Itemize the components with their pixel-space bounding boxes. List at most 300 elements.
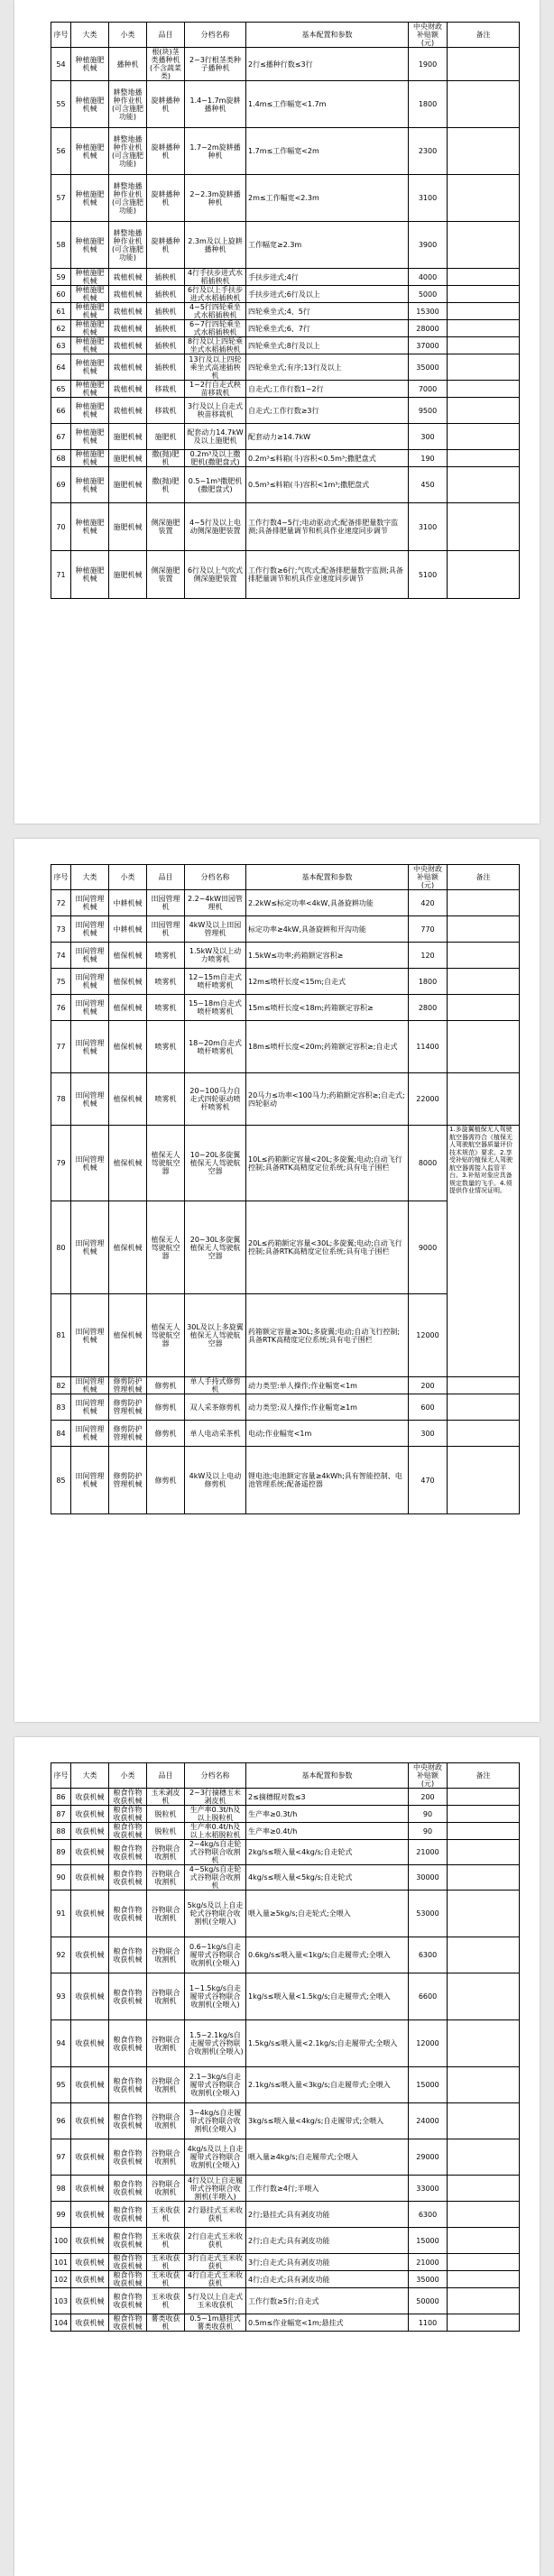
table-cell: 60 [51,286,71,303]
table-row [51,916,520,943]
table-cell: 收获机械 [71,2103,109,2139]
table-cell: 1.5kg/s≤喂入量<2.1kg/s;自走履带式;全喂入 [246,2020,409,2067]
table-cell: 0.6~1kg/s自走履带式谷物联合收割机(全喂入) [185,1937,246,1973]
table-cell: 喷雾机 [147,943,185,969]
table-cell: 喂入量≥4kg/s;自走履带式;全喂入 [246,2139,409,2176]
table-cell: 栽植机械 [109,398,147,424]
table-cell: 74 [51,943,71,969]
remark-cell [448,2288,520,2314]
table-cell: 21000 [409,2254,448,2271]
table-cell: 33000 [409,2176,448,2202]
table-cell: 栽植机械 [109,337,147,354]
table-cell: 420 [409,890,448,916]
table-cell: 28000 [409,320,448,337]
table-cell: 20~100马力自走式四轮驱动喷杆喷雾机 [185,1073,246,1126]
remark-cell [448,1421,520,1447]
table-cell: 300 [409,424,448,450]
table-cell: 工作幅宽≥2.3m [246,222,409,269]
column-header: 基本配置和参数 [246,23,409,48]
remark-cell [448,1973,520,2020]
table-cell: 470 [409,1447,448,1514]
table-cell: 自走式;工作行数1~2行 [246,381,409,398]
table-cell: 190 [409,450,448,467]
table-cell: 1~2行自走式秧苗移栽机 [185,381,246,398]
table-cell: 种植施肥机械 [71,320,109,337]
table-cell: 侧深施肥装置 [147,503,185,551]
table-cell: 栽植机械 [109,303,147,320]
table-cell: 田间管理机械 [71,1073,109,1126]
subsidy-table-2 [51,864,520,1514]
table-cell: 5000 [409,286,448,303]
table-cell: 修剪机 [147,1447,185,1514]
table-cell: 71 [51,551,71,599]
table-cell: 8行及以上四轮乘坐式水稻插秧机 [185,337,246,354]
table-cell: 1.7~2m旋耕播种机 [185,128,246,175]
remark-cell [448,2228,520,2254]
column-header: 中央财政补贴额(元) [409,865,448,890]
column-header: 品目 [147,1763,185,1789]
table-cell: 102 [51,2271,71,2288]
table-row [51,450,520,467]
table-cell: 2300 [409,128,448,175]
column-header: 分档名称 [185,865,246,890]
table-cell: 12000 [409,2020,448,2067]
remark-cell [448,1823,520,1840]
table-cell: 脱粒机 [147,1806,185,1823]
table-cell: 2~2.3m旋耕播种机 [185,175,246,222]
table-cell: 4~5行及以上电动侧深施肥装置 [185,503,246,551]
table-cell: 工作行数≥4行;半喂入 [246,2176,409,2202]
table-cell: 91 [51,1891,71,1937]
table-cell: 15000 [409,2067,448,2103]
table-cell: 修剪机 [147,1377,185,1394]
table-row [51,1823,520,1840]
table-cell: 5kg/s及以上自走轮式谷物联合收割机(全喂入) [185,1891,246,1937]
table-cell: 收获机械 [71,2176,109,2202]
table-row [51,2103,520,2139]
table-cell: 1.5kW≤功率;药箱额定容积≥ [246,943,409,969]
table-row [51,2288,520,2314]
table-cell: 12~15m自走式喷杆喷雾机 [185,969,246,995]
table-row [51,2139,520,2176]
table-cell: 35000 [409,2271,448,2288]
table-cell: 单人手持式修剪机 [185,1377,246,1394]
table-row [51,1973,520,2020]
table-cell: 4kg/s及以上自走履带式谷物联合收割机(全喂入) [185,2139,246,2176]
table-cell: 谷物联合收割机 [147,1865,185,1891]
table-cell: 12m≤喷杆长度<15m;自走式 [246,969,409,995]
table-cell: 101 [51,2254,71,2271]
table-cell: 1.5kW及以上动力喷雾机 [185,943,246,969]
table-row [51,2020,520,2067]
document-page-3 [14,1737,540,2576]
table-cell: 2~4kg/s自走轮式谷物联合收割机 [185,1840,246,1865]
table-cell: 生产率≥0.3t/h [246,1806,409,1823]
remark-cell [448,48,520,81]
table-cell: 9000 [409,1201,448,1294]
table-row [51,2254,520,2271]
table-cell: 58 [51,222,71,269]
table-cell: 0.5~1m³撒肥机(撒肥盘式) [185,467,246,503]
table-cell: 插秧机 [147,320,185,337]
table-cell: 300 [409,1421,448,1447]
table-cell: 3100 [409,503,448,551]
table-cell: 0.2m³及以上撒肥机(撒肥盘式) [185,450,246,467]
table-row [51,969,520,995]
table-cell: 粮食作物收获机械 [109,1891,147,1937]
table-cell: 收获机械 [71,1973,109,2020]
table-cell: 85 [51,1447,71,1514]
table-cell: 生产率0.4t/h及以上水稻脱粒机 [185,1823,246,1840]
table-cell: 54 [51,48,71,81]
table-cell: 栽植机械 [109,320,147,337]
table-cell: 耕整地播种作业机(可含施肥功能) [109,81,147,128]
remark-cell [448,2139,520,2176]
column-header: 中央财政补贴额(元) [409,1763,448,1789]
table-cell: 田间管理机械 [71,969,109,995]
table-cell: 21000 [409,1840,448,1865]
table-header-row [51,23,520,48]
table-cell: 63 [51,337,71,354]
table-row [51,1394,520,1421]
table-row [51,381,520,398]
table-cell: 耕整地播种作业机(可含施肥功能) [109,222,147,269]
table-cell: 药箱额定容量≥30L;多旋翼;电动;自动飞行控制;具备RTK高精度定位系统;具有电子围栏 [246,1294,409,1377]
table-cell: 玉米剥皮机 [147,1789,185,1806]
remark-cell [448,2176,520,2202]
table-row [51,222,520,269]
table-cell: 104 [51,2314,71,2332]
column-header: 基本配置和参数 [246,865,409,890]
table-cell: 20~30L多旋翼植保无人驾驶航空器 [185,1201,246,1294]
table-row [51,1021,520,1073]
table-cell: 450 [409,467,448,503]
table-cell: 88 [51,1823,71,1840]
table-cell: 田间管理机械 [71,1126,109,1201]
table-cell: 动力类型:单人操作;作业幅宽<1m [246,1377,409,1394]
table-row [51,303,520,320]
column-header: 品目 [147,23,185,48]
table-cell: 6300 [409,2202,448,2228]
table-cell: 103 [51,2288,71,2314]
remark-cell [448,286,520,303]
table-row [51,2228,520,2254]
table-cell: 旋耕播种机 [147,81,185,128]
table-cell: 修剪防护管理机械 [109,1421,147,1447]
table-cell: 90 [409,1823,448,1840]
table-cell: 3900 [409,222,448,269]
table-cell: 6~7行四轮乘坐式水稻插秧机 [185,320,246,337]
table-cell: 62 [51,320,71,337]
table-cell: 收获机械 [71,2228,109,2254]
table-cell: 2.2kW≤标定功率<4kW,具备旋耕功能 [246,890,409,916]
table-cell: 种植施肥机械 [71,503,109,551]
table-cell: 电动;作业幅宽<1m [246,1421,409,1447]
table-cell: 收获机械 [71,2271,109,2288]
table-cell: 谷物联合收割机 [147,2176,185,2202]
table-cell: 76 [51,995,71,1021]
table-cell: 18m≤喷杆长度<20m;药箱额定容积≥;自走式 [246,1021,409,1073]
table-cell: 田间管理机械 [71,943,109,969]
table-cell: 植保机械 [109,1294,147,1377]
table-cell: 移栽机 [147,381,185,398]
table-cell: 种植施肥机械 [71,450,109,467]
table-row [51,1377,520,1394]
table-cell: 0.5m≤作业幅宽<1m;悬挂式 [246,2314,409,2332]
table-cell: 喷雾机 [147,995,185,1021]
table-cell: 80 [51,1201,71,1294]
table-cell: 中耕机械 [109,916,147,943]
table-row [51,2067,520,2103]
table-cell: 8000 [409,1126,448,1201]
table-cell: 种植施肥机械 [71,398,109,424]
remark-cell [448,128,520,175]
table-cell: 单人电动采茶机 [185,1421,246,1447]
table-cell: 耕整地播种作业机(可含施肥功能) [109,175,147,222]
table-cell: 种植施肥机械 [71,222,109,269]
remark-cell [448,2202,520,2228]
table-cell: 动力类型:双人操作;作业幅宽≥1m [246,1394,409,1421]
table-cell: 2.1~3kg/s自走履带式谷物联合收割机(全喂入) [185,2067,246,2103]
table-cell: 谷物联合收割机 [147,2067,185,2103]
column-header: 备注 [448,865,520,890]
table-cell: 粮食作物收获机械 [109,2020,147,2067]
table-row [51,2314,520,2332]
table-row [51,1840,520,1865]
column-header: 品目 [147,865,185,890]
table-cell: 粮食作物收获机械 [109,2139,147,2176]
table-cell: 田间管理机械 [71,916,109,943]
table-cell: 2行;悬挂式;具有剥皮功能 [246,2202,409,2228]
table-cell: 1.4~1.7m旋耕播种机 [185,81,246,128]
table-cell: 配套动力≥14.7kW [246,424,409,450]
table-cell: 15000 [409,2228,448,2254]
table-cell: 3kg/s≤喂入量<4kg/s;自走履带式;全喂入 [246,2103,409,2139]
remark-cell [448,1447,520,1514]
table-cell: 玉米收获机 [147,2254,185,2271]
table-cell: 种植施肥机械 [71,381,109,398]
table-cell: 0.6kg/s≤喂入量<1kg/s;自走履带式;全喂入 [246,1937,409,1973]
table-cell: 植保机械 [109,943,147,969]
table-cell: 谷物联合收割机 [147,2020,185,2067]
table-cell: 1.7m≤工作幅宽<2m [246,128,409,175]
table-cell: 喷雾机 [147,1073,185,1126]
table-row [51,1937,520,1973]
table-cell: 插秧机 [147,286,185,303]
table-cell: 种植施肥机械 [71,467,109,503]
table-cell: 收获机械 [71,1865,109,1891]
table-cell: 田园管理机 [147,916,185,943]
table-row [51,337,520,354]
table-cell: 种植施肥机械 [71,286,109,303]
table-cell: 4000 [409,269,448,286]
remark-cell [448,81,520,128]
table-cell: 谷物联合收割机 [147,1840,185,1865]
table-row [51,269,520,286]
table-cell: 67 [51,424,71,450]
table-cell: 种植施肥机械 [71,551,109,599]
table-cell: 粮食作物收获机械 [109,2288,147,2314]
table-cell: 收获机械 [71,2288,109,2314]
table-cell: 5100 [409,551,448,599]
table-cell: 根(块)茎类播种机(不含蔬菜类) [147,48,185,81]
remark-cell [448,2314,520,2332]
table-cell: 锂电池;电池额定容量≥4kWh;具有智能控制、电池管理系统;配备遥控器 [246,1447,409,1514]
table-cell: 2800 [409,995,448,1021]
remark-cell [448,1865,520,1891]
remark-cell [448,337,520,354]
table-cell: 98 [51,2176,71,2202]
table-cell: 粮食作物收获机械 [109,2228,147,2254]
table-cell: 37000 [409,337,448,354]
table-cell: 4行;自走式;具有剥皮功能 [246,2271,409,2288]
column-header: 备注 [448,23,520,48]
table-cell: 玉米收获机 [147,2202,185,2228]
table-cell: 双人采茶修剪机 [185,1394,246,1421]
table-header-row [51,1763,520,1789]
table-cell: 种植施肥机械 [71,81,109,128]
remark-cell [448,1806,520,1823]
table-cell: 86 [51,1789,71,1806]
table-cell: 谷物联合收割机 [147,2139,185,2176]
table-cell: 22000 [409,1073,448,1126]
table-cell: 2行;自走式;具有剥皮功能 [246,2228,409,2254]
table-cell: 24000 [409,2103,448,2139]
table-row [51,2202,520,2228]
remark-cell [448,1789,520,1806]
table-cell: 薯类收获机 [147,2314,185,2332]
table-cell: 修剪防护管理机械 [109,1377,147,1394]
table-cell: 6行及以上气吹式侧深施肥装置 [185,551,246,599]
table-cell: 87 [51,1806,71,1823]
table-cell: 93 [51,1973,71,2020]
table-row [51,354,520,381]
table-cell: 6行及以上手扶步进式水稻插秧机 [185,286,246,303]
table-cell: 工作行数4~5行;电动驱动式;配备排肥量数字监测;具备排肥量调节和机具作业速度同步调节 [246,503,409,551]
column-header: 序号 [51,23,71,48]
table-cell: 粮食作物收获机械 [109,2254,147,2271]
table-cell: 植保机械 [109,1021,147,1073]
remark-cell [448,1840,520,1865]
table-cell: 18~20m自走式喷杆喷雾机 [185,1021,246,1073]
column-header: 大类 [71,23,109,48]
table-cell: 种植施肥机械 [71,354,109,381]
remark-cell [448,995,520,1021]
column-header: 大类 [71,1763,109,1789]
table-cell: 78 [51,1073,71,1126]
remark-cell [448,2067,520,2103]
table-cell: 3100 [409,175,448,222]
table-cell: 4行及以上自走履带式谷物联合收割机(半喂入) [185,2176,246,2202]
table-cell: 谷物联合收割机 [147,2103,185,2139]
table-cell: 插秧机 [147,269,185,286]
table-row [51,424,520,450]
table-cell: 2.1kg/s≤喂入量<3kg/s;自走履带式;全喂入 [246,2067,409,2103]
remark-cell [448,551,520,599]
table-cell: 3~4kg/s自走履带式谷物联合收割机(全喂入) [185,2103,246,2139]
table-row [51,175,520,222]
table-cell: 83 [51,1394,71,1421]
table-cell: 90 [51,1865,71,1891]
table-cell: 79 [51,1126,71,1201]
table-cell: 收获机械 [71,1937,109,1973]
table-cell: 谷物联合收割机 [147,1973,185,2020]
table-cell: 工作行数≥5行;自走式 [246,2288,409,2314]
remark-cell [448,1394,520,1421]
table-cell: 12000 [409,1294,448,1377]
table-row [51,1891,520,1937]
table-cell: 施肥机 [147,424,185,450]
table-cell: 4kg/s≤喂入量<5kg/s;自走轮式 [246,1865,409,1891]
table-cell: 66 [51,398,71,424]
table-row [51,320,520,337]
table-cell: 粮食作物收获机械 [109,2103,147,2139]
table-cell: 收获机械 [71,1891,109,1937]
table-cell: 施肥机械 [109,450,147,467]
table-cell: 2m≤工作幅宽<2.3m [246,175,409,222]
table-cell: 工作行数≥6行;气吹式;配备排肥量数字监测;具备排肥量调节和机具作业速度同步调节 [246,551,409,599]
document-page-1 [14,0,540,823]
table-cell: 3行;自走式;具有剥皮功能 [246,2254,409,2271]
column-header: 中央财政补贴额(元) [409,23,448,48]
table-cell: 20L≤药箱额定容量<30L;多旋翼;电动;自动飞行控制;具备RTK高精度定位系统;具有电子围栏 [246,1201,409,1294]
table-cell: 田间管理机械 [71,1294,109,1377]
table-cell: 2.3m及以上旋耕播种机 [185,222,246,269]
table-cell: 田间管理机械 [71,1421,109,1447]
table-cell: 2.2~4kW田园管理机 [185,890,246,916]
table-cell: 2kg/s≤喂入量<4kg/s;自走轮式 [246,1840,409,1865]
table-cell: 1kg/s≤喂入量<1.5kg/s;自走履带式;全喂入 [246,1973,409,2020]
table-cell: 13行及以上四轮乘坐式高速插秧机 [185,354,246,381]
table-cell: 旋耕播种机 [147,222,185,269]
remark-cell [448,1021,520,1073]
table-cell: 61 [51,303,71,320]
table-cell: 喷雾机 [147,1021,185,1073]
table-cell: 插秧机 [147,337,185,354]
table-cell: 15300 [409,303,448,320]
table-row [51,48,520,81]
table-cell: 粮食作物收获机械 [109,2271,147,2288]
table-cell: 粮食作物收获机械 [109,2202,147,2228]
table-cell: 粮食作物收获机械 [109,1789,147,1806]
table-row [51,1806,520,1823]
table-row [51,1447,520,1514]
table-cell: 20马力≤功率<100马力;药箱额定容积≥;自走式;四轮驱动 [246,1073,409,1126]
table-cell: 生产率0.3t/h及以上脱粒机 [185,1806,246,1823]
table-cell: 插秧机 [147,303,185,320]
table-cell: 1.4m≤工作幅宽<1.7m [246,81,409,128]
table-cell: 粮食作物收获机械 [109,1973,147,2020]
table-cell: 玉米收获机 [147,2288,185,2314]
table-cell: 6600 [409,1973,448,2020]
table-cell: 4行手扶步进式水稻插秧机 [185,269,246,286]
table-cell: 修剪机 [147,1421,185,1447]
table-cell: 7000 [409,381,448,398]
remark-cell [448,303,520,320]
table-cell: 2≤摘穗辊对数≤3 [246,1789,409,1806]
table-cell: 栽植机械 [109,286,147,303]
table-cell: 粮食作物收获机械 [109,2314,147,2332]
table-cell: 修剪机 [147,1394,185,1421]
table-cell: 89 [51,1840,71,1865]
table-row [51,1789,520,1806]
remark-cell [448,424,520,450]
table-cell: 77 [51,1021,71,1073]
column-header: 备注 [448,1763,520,1789]
table-cell: 粮食作物收获机械 [109,1937,147,1973]
table-cell: 谷物联合收割机 [147,1891,185,1937]
table-cell: 收获机械 [71,2314,109,2332]
